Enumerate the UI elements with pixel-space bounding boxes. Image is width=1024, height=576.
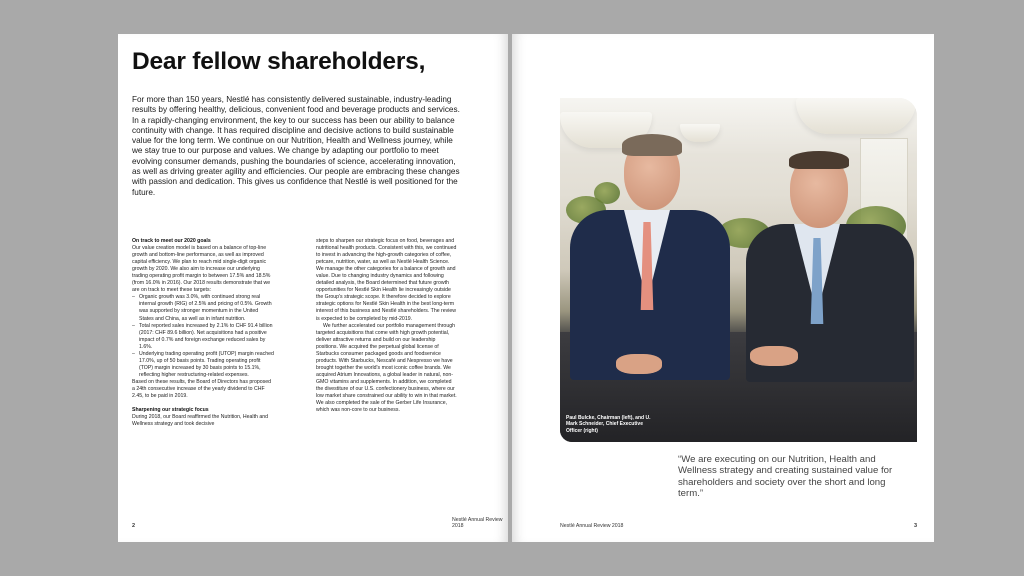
section-heading-goals: On track to meet our 2020 goals	[132, 238, 211, 244]
body-paragraph: Based on these results, the Board of Directors has proposed a 24th consecutive increase of the yearly dividend to CHF 2.45, to be paid in 2019.	[132, 378, 271, 400]
executives-photo	[560, 98, 917, 442]
list-item: – Underlying trading operating profit (UTOP) margin reached 17.0%, up of 50 basis points. Trading operating profit (TOP) margin increased by 30 basis points to 15.1%, reflecting higher restructuring-related expenses.	[132, 351, 274, 379]
body-paragraph: During 2018, our Board reaffirmed the Nutrition, Health and Wellness strategy and took decisive	[132, 414, 269, 428]
photo-caption: Paul Bulcke, Chairman (left), and U. Mark Schneider, Chief Executive Officer (right)	[566, 414, 651, 434]
results-list	[132, 294, 274, 379]
footer-text: Nestlé Annual Review 2018	[452, 517, 503, 529]
right-page	[512, 34, 934, 542]
page-number: 2	[132, 523, 136, 529]
intro-paragraph: For more than 150 years, Nestlé has consistently delivered sustainable, industry-leading results by offering healthy, delicious, convenient food and beverage products and services. In a rapidly-changing environment, the key to our success has been our ability to balance continuity with change. It has required discipline and decisive actions to build sustainable value for the long term. We continue on our Nutrition, Health and Wellness journey, while we stay true to our purpose and values. We change by adapting our portfolio to meet evolving consumer demands, pushing the boundaries of science, accelerating innovation, as well as driving greater agility and efficiencies. Our people are embracing these changes with passion and dedication. This gives us confidence that Nestlé is well positioned for the future.	[132, 95, 460, 197]
list-item: – Organic growth was 3.0%, with continued strong real internal growth (RIG) of 2.5% and pricing of 0.5%. Growth was supported by stronger momentum in the United States and China, as well as in infant nutrition.	[132, 294, 274, 322]
body-column-1	[132, 238, 274, 428]
body-paragraph: We further accelerated our portfolio management through targeted acquisitions that come with high growth potential, deliver attractive returns and build on our leadership positions. We acquired the perpetual global license of Starbucks consumer packaged goods and foodservice products. With Starbucks, Nescafé and Nespresso we have brought together the world's most iconic coffee brands. We acquired Atrium Innovations, a global leader in natural, non-GMO vitamins and supplements. In addition, we completed the divestiture of our U.S. confectionery business, where our low market share constrained our ability to win in that market. We also completed the sale of the Gerber Life Insurance, which was non-core to our business.	[316, 322, 457, 414]
pull-quote: “We are executing on our Nutrition, Health and Wellness strategy and creating sustained value for shareholders and society over the short and long term.”	[678, 454, 893, 499]
body-column-2	[316, 238, 458, 414]
left-page	[118, 34, 508, 542]
page-number: 3	[914, 523, 918, 529]
letter-title: Dear fellow shareholders,	[132, 48, 426, 75]
list-item: – Total reported sales increased by 2.1% to CHF 91.4 billion (2017: CHF 89.6 billion). Net acquisitions had a positive impact of 0.7% and foreign exchange reduced sales by 1.6%.	[132, 323, 274, 351]
body-paragraph: steps to sharpen our strategic focus on food, beverages and nutritional health products. Consistent with this, we continued to invest in advancing the high-growth categories of coffee, petcare, nutrition, water, as well as Nestlé Health Science. We manage the other categories for a balance of growth and value. Due to changing industry dynamics and following detailed analysis, the Board determined that future growth opportunities for Nestlé Skin Health lie increasingly outside the Group's strategic scope. It therefore decided to explore strategic options for Nestlé Skin Health in the best long-term interest of this business and Nestlé shareholders. The review is expected to be completed by mid-2019.	[316, 238, 457, 322]
body-paragraph: Our value creation model is based on a balance of top-line growth and bottom-line performance, as well as improved capital efficiency. We plan to reach mid single-digit organic growth by 2020. We also aim to increase our underlying trading operating profit margin to between 17.5% and 18.5% (from 16.0% in 2016). Our 2018 results demonstrate that we are on track to meet these targets:	[132, 245, 271, 294]
footer-text: Nestlé Annual Review 2018	[560, 523, 624, 529]
section-heading-strategy: Sharpening our strategic focus	[132, 407, 209, 414]
